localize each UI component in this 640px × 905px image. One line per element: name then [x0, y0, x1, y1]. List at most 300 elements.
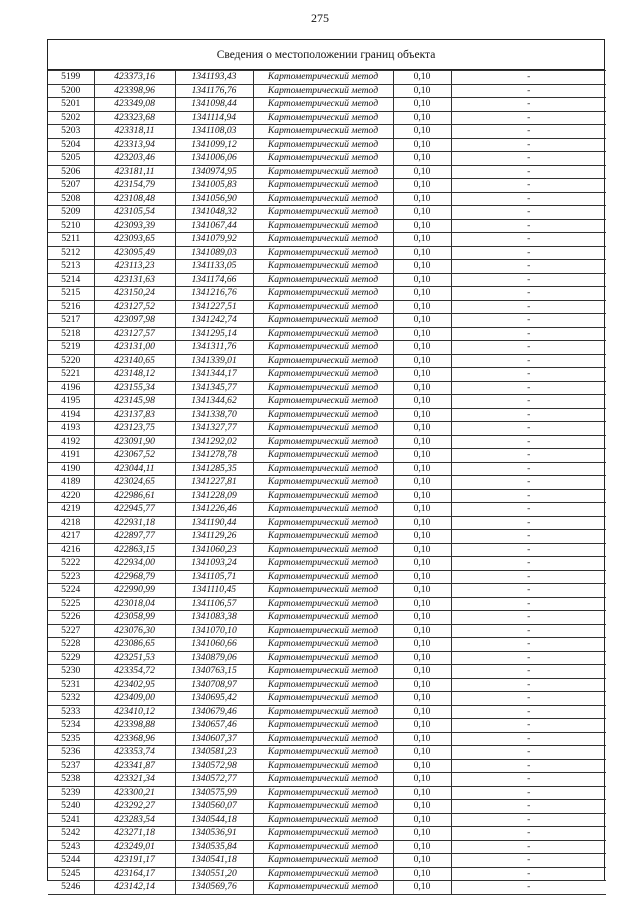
coordinate-x-cell: 423140,65: [94, 354, 175, 368]
table-row: [48, 462, 606, 476]
coordinate-x-cell: 423154,79: [94, 179, 175, 193]
coordinate-x-cell: 423402,95: [94, 678, 175, 692]
note-cell: -: [451, 786, 606, 800]
coordinate-x-cell: 423150,24: [94, 287, 175, 301]
coordinate-x-cell: 422986,61: [94, 489, 175, 503]
point-number-cell: 5236: [48, 746, 94, 760]
coordinate-y-cell: 1340974,95: [175, 165, 253, 179]
method-cell: Картометрический метод: [253, 71, 393, 85]
coordinate-x-cell: 423076,30: [94, 624, 175, 638]
point-number-cell: 5244: [48, 854, 94, 868]
coordinate-y-cell: 1341226,46: [175, 503, 253, 517]
point-number-cell: 5232: [48, 692, 94, 706]
method-cell: Картометрический метод: [253, 800, 393, 814]
coordinate-y-cell: 1341106,57: [175, 597, 253, 611]
table-row: [48, 773, 606, 787]
coordinate-y-cell: 1340536,91: [175, 827, 253, 841]
table-row: [48, 624, 606, 638]
point-number-cell: 5219: [48, 341, 94, 355]
table-row: [48, 584, 606, 598]
note-cell: -: [451, 206, 606, 220]
table-row: [48, 273, 606, 287]
note-cell: -: [451, 125, 606, 139]
coordinate-x-cell: 422990,99: [94, 584, 175, 598]
coordinates-table: [48, 70, 606, 895]
coordinate-x-cell: 423137,83: [94, 408, 175, 422]
note-cell: -: [451, 651, 606, 665]
table-row: [48, 111, 606, 125]
accuracy-cell: 0,10: [393, 125, 451, 139]
table-row: [48, 138, 606, 152]
point-number-cell: 5230: [48, 665, 94, 679]
coordinate-x-cell: 423148,12: [94, 368, 175, 382]
method-cell: Картометрический метод: [253, 287, 393, 301]
coordinate-x-cell: 423067,52: [94, 449, 175, 463]
table-row: [48, 678, 606, 692]
note-cell: -: [451, 381, 606, 395]
method-cell: Картометрический метод: [253, 489, 393, 503]
table-row: [48, 165, 606, 179]
coordinate-x-cell: 423323,68: [94, 111, 175, 125]
note-cell: -: [451, 638, 606, 652]
coordinate-y-cell: 1340544,18: [175, 813, 253, 827]
coordinate-y-cell: 1341193,43: [175, 71, 253, 85]
point-number-cell: 5231: [48, 678, 94, 692]
point-number-cell: 5215: [48, 287, 94, 301]
point-number-cell: 4219: [48, 503, 94, 517]
coordinate-x-cell: 423368,96: [94, 732, 175, 746]
method-cell: Картометрический метод: [253, 557, 393, 571]
method-cell: Картометрический метод: [253, 732, 393, 746]
coordinate-x-cell: 423341,87: [94, 759, 175, 773]
accuracy-cell: 0,10: [393, 503, 451, 517]
accuracy-cell: 0,10: [393, 800, 451, 814]
coordinate-x-cell: 423318,11: [94, 125, 175, 139]
note-cell: -: [451, 246, 606, 260]
table-row: [48, 395, 606, 409]
method-cell: Картометрический метод: [253, 611, 393, 625]
method-cell: Картометрический метод: [253, 584, 393, 598]
coordinate-y-cell: 1341060,23: [175, 543, 253, 557]
method-cell: Картометрический метод: [253, 449, 393, 463]
method-cell: Картометрический метод: [253, 840, 393, 854]
coordinate-y-cell: 1340695,42: [175, 692, 253, 706]
note-cell: -: [451, 354, 606, 368]
table-row: [48, 516, 606, 530]
table-row: [48, 557, 606, 571]
method-cell: Картометрический метод: [253, 503, 393, 517]
method-cell: Картометрический метод: [253, 854, 393, 868]
point-number-cell: 5243: [48, 840, 94, 854]
accuracy-cell: 0,10: [393, 165, 451, 179]
point-number-cell: 5224: [48, 584, 94, 598]
accuracy-cell: 0,10: [393, 314, 451, 328]
table-row: [48, 341, 606, 355]
table-row: [48, 206, 606, 220]
table-row: [48, 705, 606, 719]
coordinate-x-cell: 423131,00: [94, 341, 175, 355]
coordinate-y-cell: 1340575,99: [175, 786, 253, 800]
note-cell: -: [451, 449, 606, 463]
note-cell: -: [451, 665, 606, 679]
accuracy-cell: 0,10: [393, 732, 451, 746]
method-cell: Картометрический метод: [253, 246, 393, 260]
coordinate-y-cell: 1341345,77: [175, 381, 253, 395]
coordinate-x-cell: 422945,77: [94, 503, 175, 517]
accuracy-cell: 0,10: [393, 854, 451, 868]
method-cell: Картометрический метод: [253, 219, 393, 233]
accuracy-cell: 0,10: [393, 597, 451, 611]
coordinate-x-cell: 423018,04: [94, 597, 175, 611]
note-cell: -: [451, 530, 606, 544]
point-number-cell: 5210: [48, 219, 94, 233]
coordinate-x-cell: 423093,65: [94, 233, 175, 247]
coordinate-x-cell: 423354,72: [94, 665, 175, 679]
accuracy-cell: 0,10: [393, 827, 451, 841]
table-row: [48, 435, 606, 449]
table-row: [48, 827, 606, 841]
coordinate-y-cell: 1341292,02: [175, 435, 253, 449]
accuracy-cell: 0,10: [393, 273, 451, 287]
note-cell: -: [451, 111, 606, 125]
coordinate-x-cell: 423086,65: [94, 638, 175, 652]
accuracy-cell: 0,10: [393, 719, 451, 733]
accuracy-cell: 0,10: [393, 395, 451, 409]
accuracy-cell: 0,10: [393, 449, 451, 463]
point-number-cell: 5235: [48, 732, 94, 746]
table-row: [48, 800, 606, 814]
accuracy-cell: 0,10: [393, 422, 451, 436]
coordinate-y-cell: 1341083,38: [175, 611, 253, 625]
note-cell: -: [451, 422, 606, 436]
method-cell: Картометрический метод: [253, 665, 393, 679]
method-cell: Картометрический метод: [253, 692, 393, 706]
point-number-cell: 5204: [48, 138, 94, 152]
coordinate-y-cell: 1341093,24: [175, 557, 253, 571]
table-row: [48, 260, 606, 274]
note-cell: -: [451, 732, 606, 746]
coordinate-y-cell: 1340535,84: [175, 840, 253, 854]
coordinate-x-cell: 422863,15: [94, 543, 175, 557]
note-cell: -: [451, 557, 606, 571]
note-cell: -: [451, 800, 606, 814]
method-cell: Картометрический метод: [253, 759, 393, 773]
table-row: [48, 611, 606, 625]
coordinate-y-cell: 1341344,17: [175, 368, 253, 382]
accuracy-cell: 0,10: [393, 98, 451, 112]
point-number-cell: 5212: [48, 246, 94, 260]
coordinate-x-cell: 422897,77: [94, 530, 175, 544]
table-row: [48, 732, 606, 746]
point-number-cell: 5233: [48, 705, 94, 719]
coordinate-x-cell: 423091,90: [94, 435, 175, 449]
accuracy-cell: 0,10: [393, 368, 451, 382]
point-number-cell: 5223: [48, 570, 94, 584]
accuracy-cell: 0,10: [393, 840, 451, 854]
coordinate-y-cell: 1340879,06: [175, 651, 253, 665]
table-row: [48, 746, 606, 760]
point-number-cell: 4193: [48, 422, 94, 436]
coordinate-x-cell: 423409,00: [94, 692, 175, 706]
point-number-cell: 5234: [48, 719, 94, 733]
method-cell: Картометрический метод: [253, 192, 393, 206]
accuracy-cell: 0,10: [393, 746, 451, 760]
point-number-cell: 4189: [48, 476, 94, 490]
point-number-cell: 4191: [48, 449, 94, 463]
note-cell: -: [451, 719, 606, 733]
accuracy-cell: 0,10: [393, 476, 451, 490]
table-row: [48, 233, 606, 247]
coordinate-x-cell: 423249,01: [94, 840, 175, 854]
method-cell: Картометрический метод: [253, 179, 393, 193]
note-cell: -: [451, 840, 606, 854]
coordinate-x-cell: 423292,27: [94, 800, 175, 814]
note-cell: -: [451, 98, 606, 112]
accuracy-cell: 0,10: [393, 489, 451, 503]
coordinate-x-cell: 422934,00: [94, 557, 175, 571]
accuracy-cell: 0,10: [393, 705, 451, 719]
method-cell: Картометрический метод: [253, 381, 393, 395]
note-cell: -: [451, 746, 606, 760]
note-cell: -: [451, 692, 606, 706]
accuracy-cell: 0,10: [393, 206, 451, 220]
method-cell: Картометрический метод: [253, 678, 393, 692]
table-row: [48, 543, 606, 557]
accuracy-cell: 0,10: [393, 462, 451, 476]
method-cell: Картометрический метод: [253, 327, 393, 341]
table-row: [48, 71, 606, 85]
coordinate-y-cell: 1341339,01: [175, 354, 253, 368]
point-number-cell: 4216: [48, 543, 94, 557]
accuracy-cell: 0,10: [393, 611, 451, 625]
table-row: [48, 354, 606, 368]
table-row: [48, 246, 606, 260]
table-row: [48, 381, 606, 395]
table-caption: Сведения о местоположении границ объекта: [48, 40, 604, 70]
coordinate-y-cell: 1340541,18: [175, 854, 253, 868]
coordinate-y-cell: 1341089,03: [175, 246, 253, 260]
note-cell: -: [451, 867, 606, 881]
accuracy-cell: 0,10: [393, 71, 451, 85]
method-cell: Картометрический метод: [253, 233, 393, 247]
point-number-cell: 5218: [48, 327, 94, 341]
accuracy-cell: 0,10: [393, 246, 451, 260]
accuracy-cell: 0,10: [393, 152, 451, 166]
method-cell: Картометрический метод: [253, 300, 393, 314]
method-cell: Картометрический метод: [253, 881, 393, 895]
method-cell: Картометрический метод: [253, 125, 393, 139]
method-cell: Картометрический метод: [253, 516, 393, 530]
coordinate-y-cell: 1341079,92: [175, 233, 253, 247]
coordinate-x-cell: 423024,65: [94, 476, 175, 490]
coordinate-y-cell: 1341327,77: [175, 422, 253, 436]
note-cell: -: [451, 233, 606, 247]
method-cell: Картометрический метод: [253, 543, 393, 557]
accuracy-cell: 0,10: [393, 584, 451, 598]
coordinate-x-cell: 423398,88: [94, 719, 175, 733]
point-number-cell: 5203: [48, 125, 94, 139]
accuracy-cell: 0,10: [393, 84, 451, 98]
coordinate-y-cell: 1341129,26: [175, 530, 253, 544]
method-cell: Картометрический метод: [253, 435, 393, 449]
note-cell: -: [451, 260, 606, 274]
accuracy-cell: 0,10: [393, 759, 451, 773]
accuracy-cell: 0,10: [393, 219, 451, 233]
point-number-cell: 5222: [48, 557, 94, 571]
coordinate-x-cell: 423145,98: [94, 395, 175, 409]
table-row: [48, 786, 606, 800]
coordinate-y-cell: 1341060,66: [175, 638, 253, 652]
note-cell: -: [451, 611, 606, 625]
coordinate-y-cell: 1341070,10: [175, 624, 253, 638]
coordinate-y-cell: 1340560,07: [175, 800, 253, 814]
method-cell: Картометрический метод: [253, 206, 393, 220]
table-row: [48, 881, 606, 895]
coordinate-x-cell: 423271,18: [94, 827, 175, 841]
method-cell: Картометрический метод: [253, 98, 393, 112]
method-cell: Картометрический метод: [253, 84, 393, 98]
coordinate-x-cell: 423095,49: [94, 246, 175, 260]
point-number-cell: 5229: [48, 651, 94, 665]
method-cell: Картометрический метод: [253, 773, 393, 787]
method-cell: Картометрический метод: [253, 570, 393, 584]
point-number-cell: 5239: [48, 786, 94, 800]
point-number-cell: 5214: [48, 273, 94, 287]
table-row: [48, 692, 606, 706]
point-number-cell: 5221: [48, 368, 94, 382]
coordinate-y-cell: 1340763,15: [175, 665, 253, 679]
coordinate-x-cell: 423349,08: [94, 98, 175, 112]
coordinate-x-cell: 423108,48: [94, 192, 175, 206]
note-cell: -: [451, 827, 606, 841]
table-row: [48, 327, 606, 341]
accuracy-cell: 0,10: [393, 300, 451, 314]
table-row: [48, 813, 606, 827]
method-cell: Картометрический метод: [253, 476, 393, 490]
coordinate-y-cell: 1341099,12: [175, 138, 253, 152]
point-number-cell: 4194: [48, 408, 94, 422]
method-cell: Картометрический метод: [253, 395, 393, 409]
table-row: [48, 719, 606, 733]
coordinate-y-cell: 1341174,66: [175, 273, 253, 287]
table-row: [48, 867, 606, 881]
accuracy-cell: 0,10: [393, 786, 451, 800]
coordinate-x-cell: 422931,18: [94, 516, 175, 530]
accuracy-cell: 0,10: [393, 435, 451, 449]
coordinate-y-cell: 1341005,83: [175, 179, 253, 193]
point-number-cell: 5238: [48, 773, 94, 787]
note-cell: -: [451, 773, 606, 787]
coordinate-y-cell: 1340708,97: [175, 678, 253, 692]
coordinate-x-cell: 423142,14: [94, 881, 175, 895]
method-cell: Картометрический метод: [253, 314, 393, 328]
note-cell: -: [451, 503, 606, 517]
method-cell: Картометрический метод: [253, 786, 393, 800]
accuracy-cell: 0,10: [393, 665, 451, 679]
table-row: [48, 368, 606, 382]
method-cell: Картометрический метод: [253, 867, 393, 881]
accuracy-cell: 0,10: [393, 530, 451, 544]
method-cell: Картометрический метод: [253, 260, 393, 274]
accuracy-cell: 0,10: [393, 570, 451, 584]
table-row: [48, 638, 606, 652]
method-cell: Картометрический метод: [253, 152, 393, 166]
method-cell: Картометрический метод: [253, 624, 393, 638]
table-row: [48, 84, 606, 98]
point-number-cell: 5201: [48, 98, 94, 112]
coordinate-x-cell: 423123,75: [94, 422, 175, 436]
coordinate-x-cell: 423353,74: [94, 746, 175, 760]
coordinate-y-cell: 1341295,14: [175, 327, 253, 341]
coordinate-y-cell: 1341105,71: [175, 570, 253, 584]
accuracy-cell: 0,10: [393, 881, 451, 895]
note-cell: -: [451, 705, 606, 719]
coordinate-y-cell: 1341056,90: [175, 192, 253, 206]
coordinates-table-body: [48, 71, 606, 895]
note-cell: -: [451, 813, 606, 827]
table-row: [48, 314, 606, 328]
point-number-cell: 4196: [48, 381, 94, 395]
method-cell: Картометрический метод: [253, 111, 393, 125]
method-cell: Картометрический метод: [253, 273, 393, 287]
coordinate-y-cell: 1341278,78: [175, 449, 253, 463]
coordinate-y-cell: 1341228,09: [175, 489, 253, 503]
point-number-cell: 5207: [48, 179, 94, 193]
table-row: [48, 840, 606, 854]
note-cell: -: [451, 395, 606, 409]
coordinate-y-cell: 1341006,06: [175, 152, 253, 166]
coordinate-y-cell: 1340679,46: [175, 705, 253, 719]
note-cell: -: [451, 84, 606, 98]
point-number-cell: 4190: [48, 462, 94, 476]
coordinate-x-cell: 423044,11: [94, 462, 175, 476]
point-number-cell: 5211: [48, 233, 94, 247]
note-cell: -: [451, 678, 606, 692]
coordinate-y-cell: 1341067,44: [175, 219, 253, 233]
table-row: [48, 665, 606, 679]
accuracy-cell: 0,10: [393, 692, 451, 706]
coordinate-x-cell: 423127,57: [94, 327, 175, 341]
accuracy-cell: 0,10: [393, 233, 451, 247]
point-number-cell: 5220: [48, 354, 94, 368]
table-row: [48, 854, 606, 868]
coordinate-y-cell: 1341344,62: [175, 395, 253, 409]
coordinate-y-cell: 1341108,03: [175, 125, 253, 139]
accuracy-cell: 0,10: [393, 557, 451, 571]
note-cell: -: [451, 138, 606, 152]
note-cell: -: [451, 489, 606, 503]
note-cell: -: [451, 624, 606, 638]
point-number-cell: 5225: [48, 597, 94, 611]
coordinate-x-cell: 423251,53: [94, 651, 175, 665]
method-cell: Картометрический метод: [253, 597, 393, 611]
accuracy-cell: 0,10: [393, 354, 451, 368]
table-row: [48, 300, 606, 314]
note-cell: -: [451, 165, 606, 179]
note-cell: -: [451, 759, 606, 773]
method-cell: Картометрический метод: [253, 462, 393, 476]
coordinate-x-cell: 423398,96: [94, 84, 175, 98]
note-cell: -: [451, 71, 606, 85]
coordinate-x-cell: 423300,21: [94, 786, 175, 800]
coordinate-x-cell: 423127,52: [94, 300, 175, 314]
point-number-cell: 5226: [48, 611, 94, 625]
method-cell: Картометрический метод: [253, 408, 393, 422]
method-cell: Картометрический метод: [253, 341, 393, 355]
coordinate-x-cell: 423105,54: [94, 206, 175, 220]
accuracy-cell: 0,10: [393, 651, 451, 665]
coordinate-y-cell: 1340572,77: [175, 773, 253, 787]
